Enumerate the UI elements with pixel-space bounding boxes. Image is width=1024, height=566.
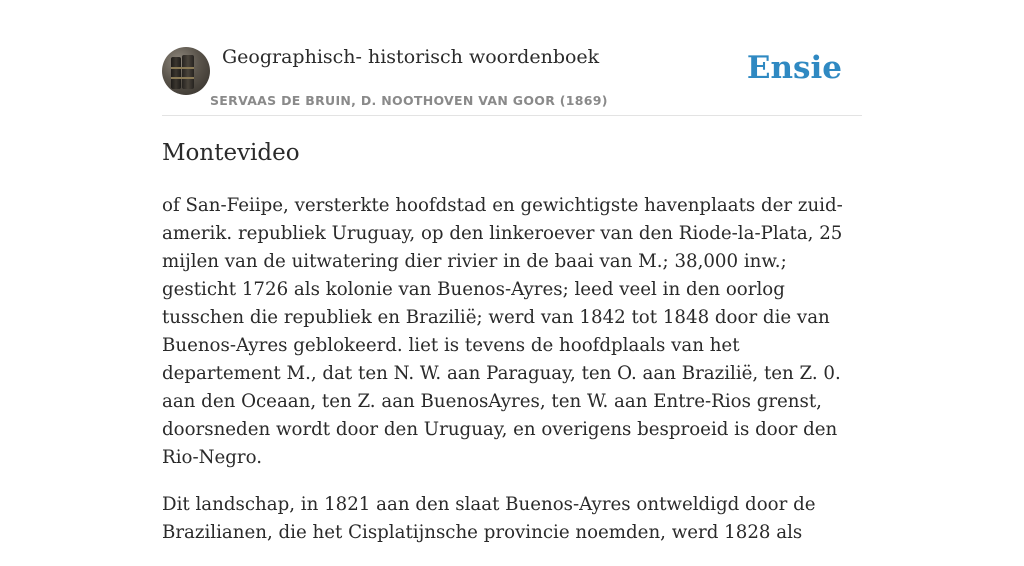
page: [162, 0, 862, 543]
source-header: [162, 0, 862, 116]
book-band-graphic: [171, 77, 194, 79]
entry-paragraph: of San-Feiipe, versterkte hoofdstad en gewichtigste havenplaats der zuid-amerik. republiek Uruguay, op den linkeroever van den Riode-la-Plata, 25 mijlen van de uitwatering dier rivier in de baai van M.; 38,000 inw.; gesticht 1726 als kolonie van Buenos-Ayres; leed veel in den oorlog tusschen die republiek en Brazilië; werd van 1842 tot 1848 door die van Buenos-Ayres geblokeerd. liet is tevens de hoofdplaals van het departement M., dat ten N. W. aan Paraguay, ten O. aan Brazilië, ten Z. 0. aan den Oceaan, ten Z. aan BuenosAyres, ten W. aan Entre-Rios grenst, doorsneden wordt door den Uruguay, en overigens besproeid is door den Rio-Negro.: [162, 195, 843, 468]
book-spine-graphic: [171, 57, 181, 89]
book-cover-avatar[interactable]: [162, 47, 210, 95]
entry-body: [162, 192, 862, 566]
source-book-author: SERVAAS DE BRUIN, D. NOOTHOVEN VAN GOOR (1869): [210, 93, 608, 108]
ensie-logo[interactable]: Ensie: [746, 50, 842, 86]
book-band-graphic: [171, 67, 194, 69]
source-book-title[interactable]: Geographisch- historisch woordenboek: [222, 46, 600, 68]
entry-title: Montevideo: [162, 140, 300, 166]
entry-paragraph: Dit landschap, in 1821 aan den slaat Buenos-Ayres ontweldigd door de Brazilianen, die het Cisplatijnsche provincie noemden, werd 1828 als: [162, 494, 816, 543]
book-spine-graphic: [182, 55, 194, 89]
